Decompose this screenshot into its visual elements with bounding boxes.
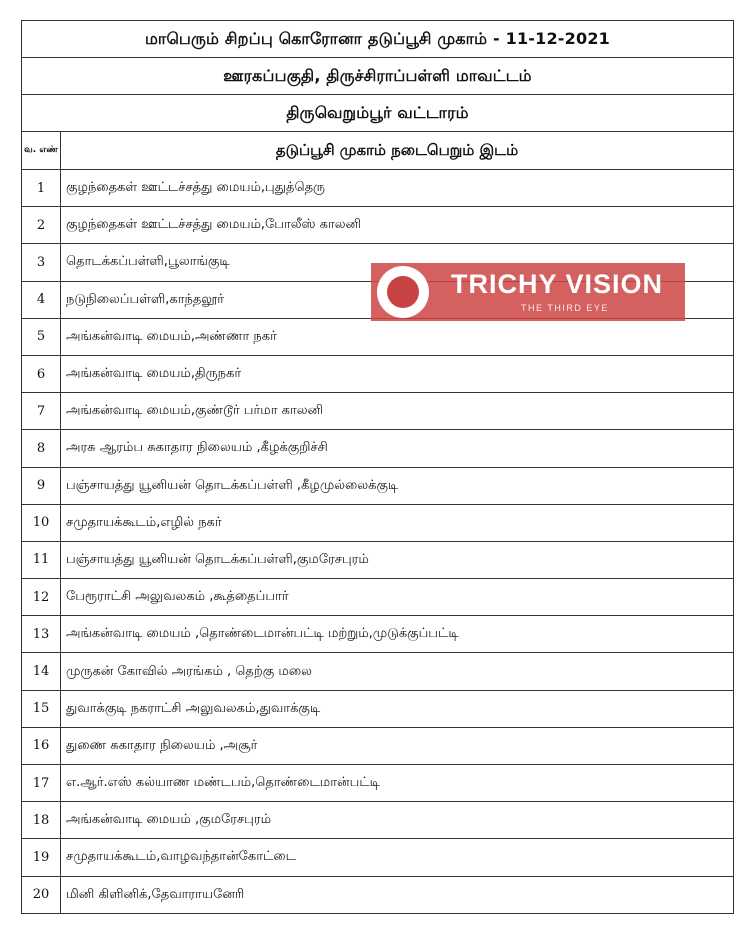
serial-number: 8 [22,430,61,467]
camp-location: அங்கன்வாடி மையம்,திருநகர் [61,355,734,392]
serial-number: 7 [22,393,61,430]
table-row [22,727,734,764]
table-row [22,616,734,653]
camp-location: நடுநிலைப்பள்ளி,காந்தலூர் [61,281,734,318]
camp-location: தொடக்கப்பள்ளி,பூலாங்குடி [61,244,734,281]
table-row [22,355,734,392]
camp-location: அங்கன்வாடி மையம் ,தொண்டைமான்பட்டி மற்றும்,முடுக்குப்பட்டி [61,616,734,653]
camp-location: எ.ஆர்.எஸ் கல்யாண மண்டபம்,தொண்டைமான்பட்டி [61,765,734,802]
camp-location: சமுதாயக்கூடம்,வாழவந்தான்கோட்டை [61,839,734,876]
title-row [22,21,734,58]
serial-number: 14 [22,653,61,690]
table-row [22,207,734,244]
serial-number: 18 [22,802,61,839]
camp-location: அங்கன்வாடி மையம் ,குமரேசபுரம் [61,802,734,839]
table-row [22,802,734,839]
camp-location: பேரூராட்சி அலுவலகம் ,கூத்தைப்பார் [61,579,734,616]
serial-column-header: வ. எண் [22,132,61,170]
serial-number: 10 [22,504,61,541]
camp-location: அங்கன்வாடி மையம்,குண்டூர் பர்மா காலனி [61,393,734,430]
table-row [22,876,734,913]
serial-number: 15 [22,690,61,727]
watermark-subtitle: THE THIRD EYE [521,303,609,313]
camp-location: சமுதாயக்கூடம்,எழில் நகர் [61,504,734,541]
serial-number: 17 [22,765,61,802]
serial-number: 5 [22,318,61,355]
table-row [22,690,734,727]
table-row [22,839,734,876]
column-header-row [22,132,734,170]
camp-location: பஞ்சாயத்து யூனியன் தொடக்கப்பள்ளி ,கீழமுல்லைக்குடி [61,467,734,504]
serial-number: 13 [22,616,61,653]
serial-number: 16 [22,727,61,764]
table-row [22,541,734,578]
camp-location: அங்கன்வாடி மையம்,அண்ணா நகர் [61,318,734,355]
trichy-vision-logo-icon [377,266,429,318]
district-heading: ஊரகப்பகுதி, திருச்சிராப்பள்ளி மாவட்டம் [22,58,734,95]
camp-location: அரசு ஆரம்ப சுகாதார நிலையம் ,கீழக்குறிச்சி [61,430,734,467]
table-row [22,653,734,690]
camp-location: பஞ்சாயத்து யூனியன் தொடக்கப்பள்ளி,குமரேசபுரம் [61,541,734,578]
camp-location: குழந்தைகள் ஊட்டச்சத்து மையம்,புதுத்தெரு [61,170,734,207]
serial-number: 11 [22,541,61,578]
trichy-vision-watermark [371,263,685,321]
serial-number: 19 [22,839,61,876]
vaccination-camp-table [21,20,734,914]
table-row [22,504,734,541]
area-row [22,58,734,95]
table-row [22,318,734,355]
camp-location: துணை சுகாதார நிலையம் ,அசூர் [61,727,734,764]
block-row [22,95,734,132]
camp-location: முருகன் கோவில் அரங்கம் , தெற்கு மலை [61,653,734,690]
camp-location: குழந்தைகள் ஊட்டச்சத்து மையம்,போலீஸ் காலனி [61,207,734,244]
serial-number: 3 [22,244,61,281]
table-row [22,765,734,802]
serial-number: 9 [22,467,61,504]
serial-number: 1 [22,170,61,207]
page-title: மாபெரும் சிறப்பு கொரோனா தடுப்பூசி முகாம் - 11-12-2021 [22,21,734,58]
serial-number: 20 [22,876,61,913]
camp-location: துவாக்குடி நகராட்சி அலுவலகம்,துவாக்குடி [61,690,734,727]
table-row [22,579,734,616]
table-row [22,393,734,430]
camp-location: மினி கிளினிக்,தேவாராயனேரி [61,876,734,913]
block-heading: திருவெறும்பூர் வட்டாரம் [22,95,734,132]
place-column-header: தடுப்பூசி முகாம் நடைபெறும் இடம் [61,132,734,170]
serial-number: 2 [22,207,61,244]
serial-number: 12 [22,579,61,616]
serial-number: 6 [22,355,61,392]
watermark-title: TRICHY VISION [451,269,664,299]
table-row [22,430,734,467]
table-row [22,170,734,207]
serial-number: 4 [22,281,61,318]
table-row [22,467,734,504]
